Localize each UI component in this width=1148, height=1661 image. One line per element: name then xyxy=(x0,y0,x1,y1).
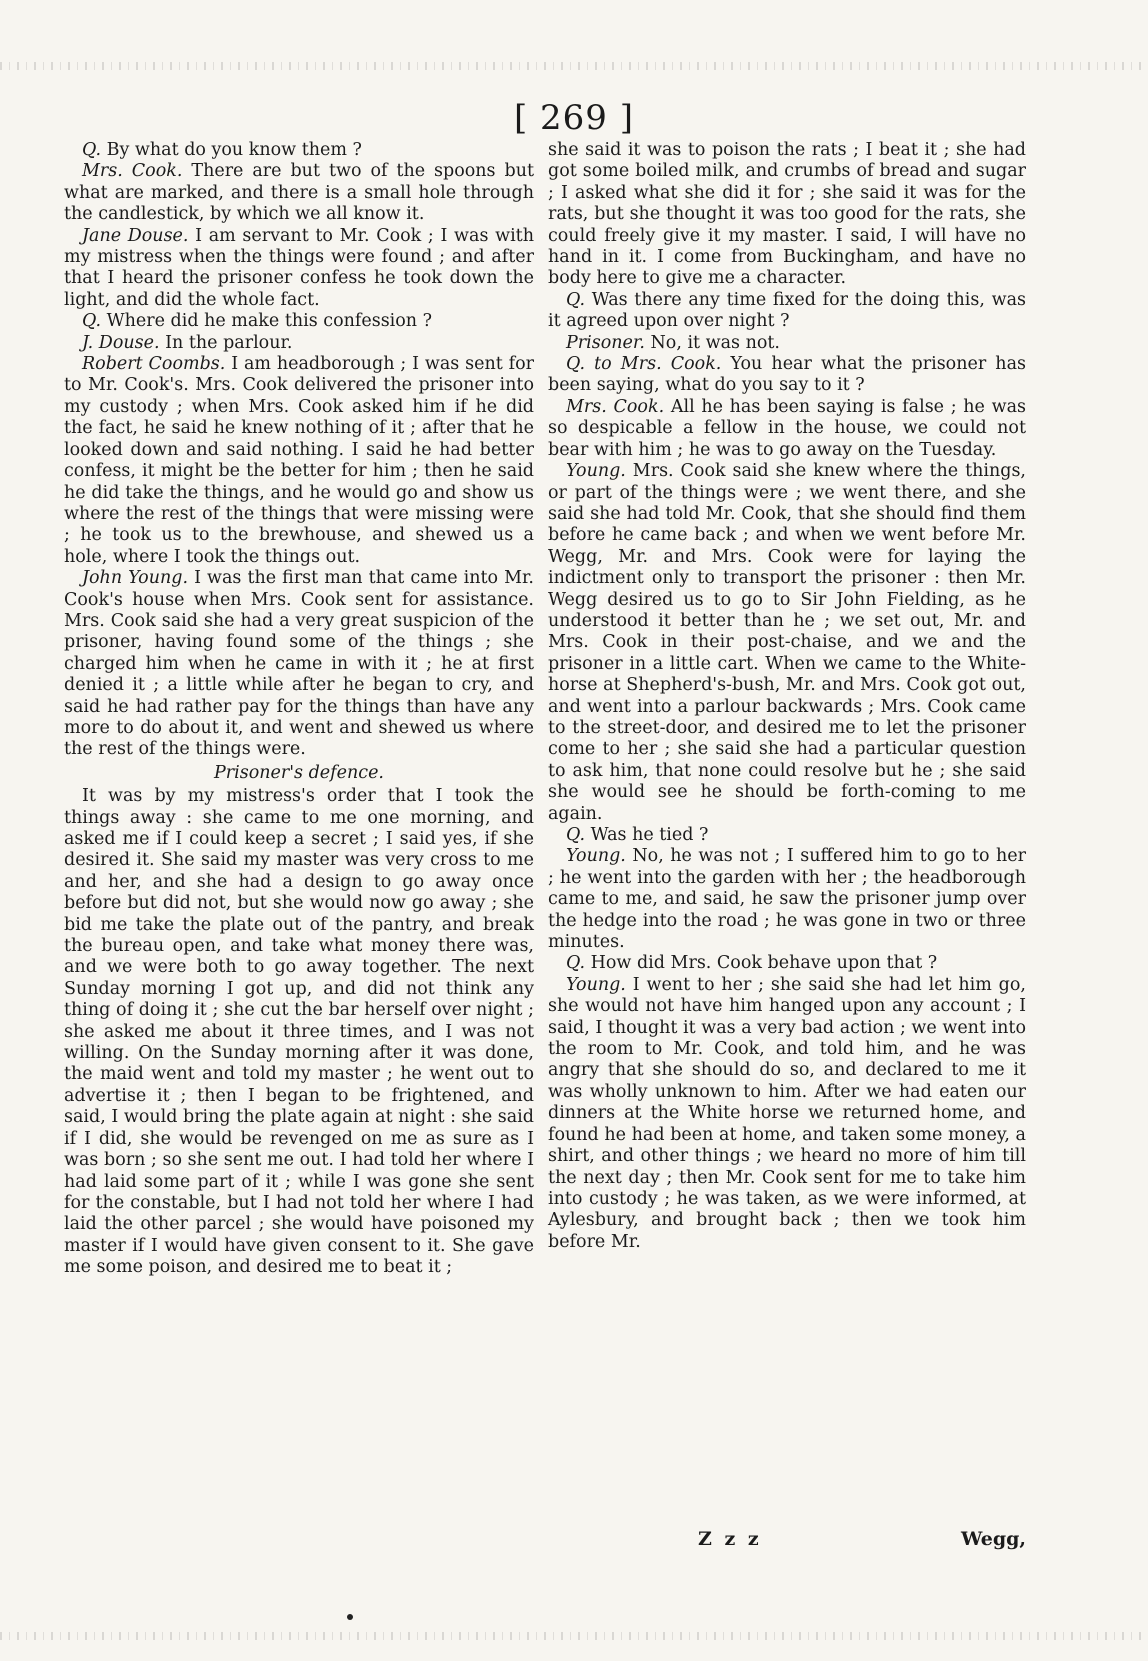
testimony-text: I went to her ; she said she had let him go, she would not have him hanged upon any account ; I said, I thought it was a very bad action ; we went into the room to Mr. Cook, and told him, and he was angry that she should do so, and declared to me it was wholly unknown to him. After we had eaten our dinners at the White horse we returned home, and found he had been at home, and taken some money, a shirt, and other things ; we heard no more of him till the next day ; then Mr. Cook sent for me to take him into custody ; he was taken, as we were informed, at Aylesbury, and brought back ; then we took him before Mr. xyxy=(548,974,1026,1252)
testimony-paragraph xyxy=(64,354,534,568)
testimony-text: No, he was not ; I suffered him to go to her ; he went into the garden with her ; the headborough came to me, and said, he saw the prisoner jump over the hedge into the road ; he was gone in two or three minutes. xyxy=(548,846,1026,953)
scan-noise-top xyxy=(0,62,1148,70)
testimony-text: Was he tied ? xyxy=(590,825,709,845)
testimony-paragraph xyxy=(548,140,1026,290)
testimony-text: You hear what the prisoner has been saying, what do you say to it ? xyxy=(548,354,1026,396)
scan-noise-bottom xyxy=(0,1632,1148,1640)
ink-speck xyxy=(347,1614,353,1620)
testimony-text: It was by my mistress's order that I took the things away : she came to me one morning, and asked me if I could keep a secret ; I said yes, if she desired it. She said my master was very cross to me and her, and she had a design to go away once before but did not, but she would now go away ; she bid me take the plate out of the pantry, and break the bureau open, and take what money there was, and we were both to go away together. The next Sunday morning I got up, and did not think any thing of doing it ; she cut the bar herself over night ; she asked me about it three times, and I was not willing. On the Sunday morning after it was done, the maid went and told my master ; he went out to advertise it ; then I began to be frightened, and said, I would bring the plate again at night : she said if I did, she would be revenged on me as sure as I was born ; so she sent me out. I had told her where I had laid some part of it ; while I was gone she sent for the constable, but I had not told her where I had laid the other parcel ; she would have poisoned my master if I would have given consent to it. She gave me some poison, and desired me to beat it ; xyxy=(64,786,534,1278)
testimony-text: All he has been saying is false ; he was so despicable a fellow in the house, we could not bear with him ; he was to go away on the Tuesday. xyxy=(548,396,1026,460)
testimony-paragraph xyxy=(548,354,1026,397)
signature-mark: Z z z xyxy=(698,1528,762,1550)
testimony-text: she said it was to poison the rats ; I beat it ; she had got some boiled milk, and crumbs of bread and sugar ; I asked what she did it for ; she said it was for the rats, but she thought it was too good for the rats, she could freely give it my master. I said, I will have no hand in it. I come from Buckingham, and have no body here to give me a character. xyxy=(548,140,1026,289)
testimony-text: I am servant to Mr. Cook ; I was with my mistress when the things were found ; and after that I heard the prisoner confess he took down the light, and did the whole fact. xyxy=(64,225,534,310)
testimony-paragraph xyxy=(64,786,534,1278)
testimony-text: How did Mrs. Cook behave upon that ? xyxy=(590,953,938,974)
testimony-paragraph xyxy=(64,333,534,354)
speaker-name: Q. xyxy=(82,140,102,160)
testimony-paragraph xyxy=(548,397,1026,461)
speaker-name: Prisoner. xyxy=(566,332,645,353)
speaker-name: Young. xyxy=(566,974,626,995)
speaker-name: Q. xyxy=(566,289,586,310)
speaker-name: Q. xyxy=(82,311,102,332)
testimony-text: Where did he make this confession ? xyxy=(106,311,433,332)
testimony-text: Was there any time fixed for the doing this, was it agreed upon over night ? xyxy=(548,289,1026,332)
testimony-text: No, it was not. xyxy=(650,332,780,353)
speaker-name: Robert Coombs. xyxy=(82,354,226,375)
testimony-paragraph xyxy=(548,846,1026,953)
left-column xyxy=(64,140,534,1279)
testimony-paragraph xyxy=(64,161,534,225)
testimony-text: I am headborough ; I was sent for to Mr. Cook's. Mrs. Cook delivered the prisoner into my custody ; when Mrs. Cook asked him if he did the fact, he said he knew nothing of it ; after that he looked down and said nothing. I said he had better confess, it might be the better for him ; then he said he did take the things, and he would go and show us where the rest of the things that were missing were ; he took us to the brewhouse, and shewed us a hole, where I took the things out. xyxy=(64,354,534,567)
testimony-text: Mrs. Cook said she knew where the things, or part of the things were ; we went there, and she said she had told Mr. Cook, that she should find them before he came back ; and when we went before Mr. Wegg, Mr. and Mrs. Cook were for laying the indictment only to transport the prisoner : then Mr. Wegg desired us to go to Sir John Fielding, as he understood it better than he ; we set out, Mr. and Mrs. Cook in their post-chaise, and we and the prisoner in a little cart. When we came to the White-horse at Shepherd's-bush, Mr. and Mrs. Cook got out, and went into a parlour backwards ; Mrs. Cook came to the street-door, and desired me to let the prisoner come to her ; she said she had a particular question to ask him, that none could resolve but he ; she said she would see he should be forth-coming to me again. xyxy=(548,461,1026,824)
speaker-name: Q. xyxy=(566,953,586,974)
speaker-name: Q. xyxy=(566,825,586,845)
catchword: Wegg, xyxy=(960,1528,1026,1550)
testimony-paragraph xyxy=(548,953,1026,974)
right-column xyxy=(548,140,1026,1253)
testimony-text: By what do you know them ? xyxy=(106,140,362,160)
testimony-text: There are but two of the spoons but what are marked, and there is a small hole through the candlestick, by which we all know it. xyxy=(64,161,534,225)
testimony-paragraph xyxy=(64,226,534,312)
testimony-paragraph xyxy=(64,568,534,761)
speaker-name: John Young. xyxy=(82,568,189,589)
page-footer xyxy=(548,1528,1026,1552)
speaker-name: Q. to Mrs. Cook. xyxy=(566,354,722,375)
testimony-paragraph xyxy=(548,290,1026,333)
speaker-name: Mrs. Cook. xyxy=(566,396,665,417)
section-heading: Prisoner's defence. xyxy=(214,762,384,783)
speaker-name: J. Douse. xyxy=(82,332,160,353)
speaker-name: Jane Douse. xyxy=(82,225,189,246)
testimony-paragraph xyxy=(548,333,1026,354)
testimony-paragraph xyxy=(64,140,534,161)
speaker-name: Young. xyxy=(566,846,626,867)
page-number: [ 269 ] xyxy=(513,98,635,138)
testimony-paragraph xyxy=(548,975,1026,1253)
testimony-text: I was the first man that came into Mr. Cook's house when Mrs. Cook sent for assistance. Mrs. Cook said she had a very great suspicion of the prisoner, having found some of the things ; she charged him when he came in with it ; he at first denied it ; a little while after he began to cry, and said he had rather pay for the things than have any more to do about it, and went and shewed us where the rest of the things were. xyxy=(64,568,534,760)
speaker-name: Young. xyxy=(566,461,626,482)
testimony-paragraph xyxy=(548,825,1026,846)
testimony-text: In the parlour. xyxy=(165,332,293,353)
testimony-paragraph xyxy=(64,311,534,332)
testimony-paragraph xyxy=(548,461,1026,825)
speaker-name: Mrs. Cook. xyxy=(82,161,183,182)
